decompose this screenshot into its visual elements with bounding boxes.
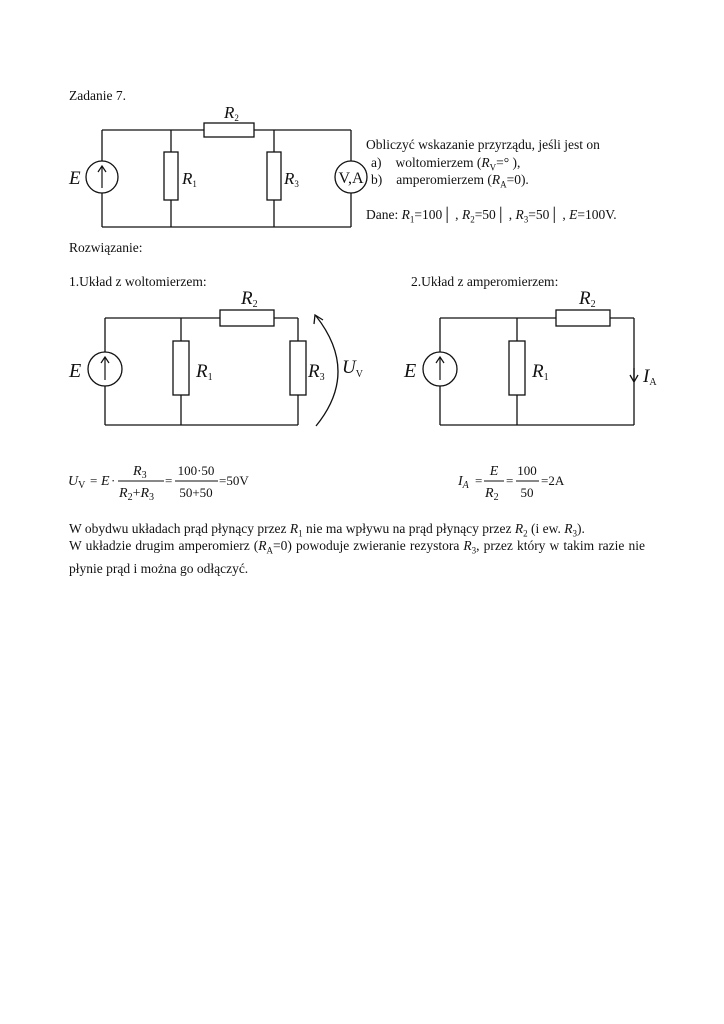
resistor-r2-symbol xyxy=(204,123,254,137)
part1-title: 1.Układ z woltomierzem: xyxy=(69,274,207,289)
r1-label: R1 xyxy=(196,361,213,383)
r2-label: R2 xyxy=(579,288,596,310)
svg-text:=50V: =50V xyxy=(219,473,249,488)
svg-text:R2+R3: $R_2+R_3$ xyxy=(119,486,155,503)
resistor-r1-symbol xyxy=(164,152,178,200)
source-label: E xyxy=(404,360,417,382)
svg-text:=: = xyxy=(165,473,173,488)
option-b: b) amperomierzem $(R_A=0)$. xyxy=(371,172,529,190)
svg-text:IA: $I_A$ xyxy=(458,474,469,491)
task-title: Zadanie 7. xyxy=(69,88,126,103)
main-circuit-diagram xyxy=(60,100,364,230)
resistor-r3-symbol xyxy=(267,152,281,200)
formula-ammeter xyxy=(456,458,596,504)
meter-label: V,A xyxy=(338,170,364,187)
given-data: Dane: $R_1=100│$ , $R_2=50│$ , $R_3=50│$ , E=100V. xyxy=(366,207,617,225)
r1-label: R1 xyxy=(532,361,549,383)
r1-label: R1 xyxy=(182,169,197,189)
r2-label: R2 xyxy=(224,103,239,123)
part2-title: 2.Układ z amperomierzem: xyxy=(411,274,559,289)
svg-text:100: 100 xyxy=(517,463,537,478)
svg-text:50+50: 50+50 xyxy=(179,485,213,500)
ia-label: IA xyxy=(643,366,657,388)
svg-text:=2A: =2A xyxy=(541,473,565,488)
conclusion-paragraph-1: W obydwu układach prąd płynący przez $R_1$ nie ma wpływu na prąd płynący przez $R_2$ (i ew. $R_3$). xyxy=(69,521,585,539)
formula-voltmeter xyxy=(66,458,286,504)
task-statement: Obliczyć wskazanie przyrządu, jeśli jest on xyxy=(366,137,600,152)
source-label: E xyxy=(69,168,81,189)
resistor-r1-symbol xyxy=(173,341,189,395)
svg-text:50: 50 xyxy=(520,485,534,500)
r3-label: R3 xyxy=(284,169,299,189)
r3-label: R3 xyxy=(308,361,325,383)
svg-text:·: · xyxy=(111,473,116,488)
uv-label: $U_V$ xyxy=(342,357,363,380)
svg-text:R3: $R_3$ xyxy=(133,464,147,481)
svg-text:=: = xyxy=(90,473,98,488)
svg-text:UV: $U_V$ xyxy=(68,474,86,491)
resistor-r1-symbol xyxy=(509,341,525,395)
svg-text:=: = xyxy=(475,473,483,488)
svg-text:R2: $R_2$ xyxy=(485,486,499,503)
option-a: a) woltomierzem ($R_V=^\circ$ ), xyxy=(371,155,521,173)
resistor-r2-symbol xyxy=(556,310,610,326)
svg-text:E: E xyxy=(489,464,499,479)
svg-text:100·50: 100·50 xyxy=(177,463,215,478)
ammeter-circuit-diagram xyxy=(398,284,678,434)
svg-text:E: E xyxy=(101,474,110,489)
r2-label: R2 xyxy=(241,288,258,310)
source-label: E xyxy=(69,360,82,382)
conclusion-paragraph-2: W układzie drugim amperomierz $(R_A=0)$ powoduje zwieranie rezystora $R_3$, przez który w takim razie nie płynie prąd i można go odłączyć. xyxy=(69,538,645,576)
solution-heading: Rozwiązanie: xyxy=(69,240,143,255)
svg-text:=: = xyxy=(506,473,514,488)
voltmeter-circuit-diagram xyxy=(60,284,380,434)
resistor-r3-symbol xyxy=(290,341,306,395)
resistor-r2-symbol xyxy=(220,310,274,326)
